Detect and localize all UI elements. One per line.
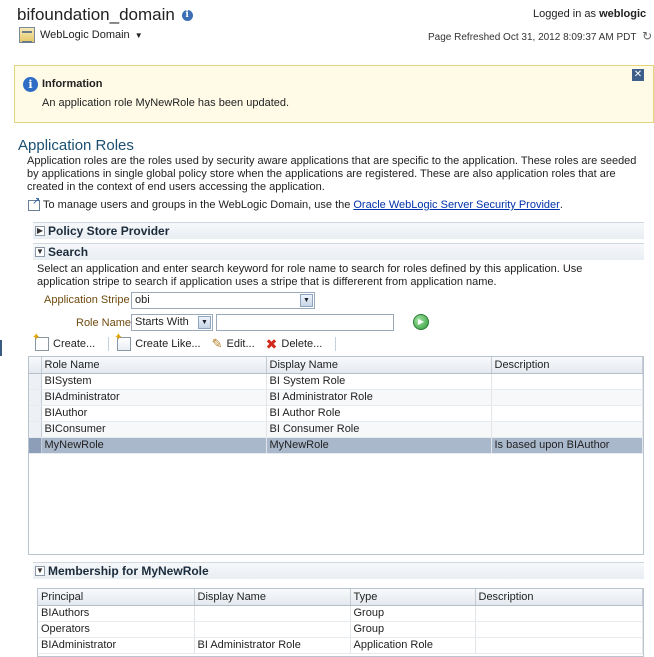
info-icon[interactable]: i	[182, 10, 193, 21]
logged-in-prefix: Logged in as	[533, 8, 596, 20]
membership-title: Membership for MyNewRole	[48, 564, 209, 578]
edit-label: Edit...	[226, 338, 255, 350]
display-name-cell: MyNewRole	[266, 437, 491, 453]
type-cell: Group	[350, 605, 475, 621]
application-roles-table	[28, 356, 644, 555]
page-title: Application Roles	[18, 137, 134, 154]
left-edge-marker	[0, 340, 2, 356]
membership-panel[interactable]	[33, 562, 644, 579]
refresh-icon[interactable]: ↻	[642, 29, 653, 43]
edit-button[interactable]	[209, 336, 263, 352]
chevron-down-icon[interactable]: ▼	[36, 566, 44, 575]
domain-title	[17, 5, 193, 25]
delete-label: Delete...	[281, 338, 323, 350]
toolbar-divider	[335, 337, 336, 351]
column-header-principal[interactable]: Principal	[38, 589, 194, 605]
description-cell	[491, 373, 643, 389]
chevron-down-icon[interactable]: ▼	[198, 316, 211, 329]
page-refreshed-text: Page Refreshed Oct 31, 2012 8:09:37 AM PDT	[428, 32, 637, 43]
description-cell	[475, 621, 643, 637]
column-header-description[interactable]: Description	[491, 357, 643, 373]
info-icon: i	[23, 77, 38, 92]
display-name-cell: BI Administrator Role	[266, 389, 491, 405]
create-icon	[35, 337, 49, 351]
display-name-cell: BI Consumer Role	[266, 421, 491, 437]
table-row[interactable]	[38, 621, 643, 637]
chevron-down-icon: ▼	[134, 30, 143, 40]
description-cell	[491, 421, 643, 437]
column-header-role-name[interactable]: Role Name	[41, 357, 266, 373]
close-icon[interactable]: ✕	[633, 69, 643, 80]
row-header[interactable]	[29, 405, 41, 421]
external-link-icon	[28, 200, 40, 211]
table-row-selected[interactable]	[29, 437, 643, 453]
role-name-label: Role Name	[76, 317, 132, 329]
principal-cell: BIAdministrator	[38, 637, 194, 653]
type-cell: Application Role	[350, 637, 475, 653]
pencil-icon: ✎	[211, 336, 223, 351]
create-like-label: Create Like...	[135, 338, 201, 350]
role-name-cell: BIConsumer	[41, 421, 266, 437]
role-name-operator-select[interactable]	[131, 314, 213, 331]
table-row[interactable]	[29, 373, 643, 389]
table-row[interactable]	[38, 637, 643, 653]
information-message-box	[14, 65, 654, 123]
description-cell	[475, 605, 643, 621]
row-header-corner	[29, 357, 41, 373]
display-name-cell	[194, 605, 350, 621]
search-panel[interactable]	[33, 243, 644, 260]
delete-button[interactable]	[263, 336, 331, 353]
manage-users-line	[28, 199, 563, 211]
table-header-row	[29, 357, 643, 373]
delete-x-icon: ✖	[265, 335, 278, 352]
role-name-search-input[interactable]	[216, 314, 394, 331]
table-row[interactable]	[29, 405, 643, 421]
go-arrow-icon[interactable]: ▶	[413, 314, 429, 330]
type-cell: Group	[350, 621, 475, 637]
weblogic-domain-icon	[19, 27, 35, 43]
policy-store-provider-panel[interactable]	[33, 222, 644, 239]
display-name-cell: BI System Role	[266, 373, 491, 389]
role-name-cell: BISystem	[41, 373, 266, 389]
principal-cell: BIAuthors	[38, 605, 194, 621]
table-row[interactable]	[29, 421, 643, 437]
row-header[interactable]	[29, 437, 41, 453]
row-header[interactable]	[29, 389, 41, 405]
display-name-cell: BI Administrator Role	[194, 637, 350, 653]
row-header[interactable]	[29, 373, 41, 389]
role-name-operator-value: Starts With	[135, 316, 189, 328]
display-name-cell: BI Author Role	[266, 405, 491, 421]
row-header[interactable]	[29, 421, 41, 437]
manage-users-suffix: .	[559, 199, 563, 211]
search-description: Select an application and enter search keyword for role name to search for roles defined by this application. Use application stripe to search if application uses a stripe that is differerent from application name.	[37, 263, 583, 288]
create-button[interactable]	[32, 337, 103, 351]
column-header-description[interactable]: Description	[475, 589, 643, 605]
description-cell	[491, 405, 643, 421]
description-cell	[475, 637, 643, 653]
principal-cell: Operators	[38, 621, 194, 637]
table-row[interactable]	[38, 605, 643, 621]
description-cell	[491, 389, 643, 405]
application-stripe-label: Application Stripe	[44, 294, 130, 306]
information-title: Information	[42, 78, 103, 90]
create-like-button[interactable]	[114, 337, 208, 351]
display-name-cell	[194, 621, 350, 637]
application-stripe-select[interactable]	[131, 292, 315, 309]
roles-toolbar	[32, 334, 341, 354]
role-name-cell: BIAdministrator	[41, 389, 266, 405]
domain-title-text: bifoundation_domain	[17, 5, 175, 24]
page-refreshed	[428, 29, 652, 43]
table-row[interactable]	[29, 389, 643, 405]
table-header-row	[38, 589, 643, 605]
column-header-display-name[interactable]: Display Name	[266, 357, 491, 373]
toolbar-divider	[108, 337, 109, 351]
description-cell: Is based upon BIAuthor	[491, 437, 643, 453]
role-name-cell: MyNewRole	[41, 437, 266, 453]
weblogic-domain-label: WebLogic Domain	[40, 29, 130, 41]
create-like-icon	[117, 337, 131, 351]
policy-store-provider-label: Policy Store Provider	[48, 224, 170, 238]
logged-in-user[interactable]: weblogic	[599, 8, 647, 20]
information-text: An application role MyNewRole has been updated.	[42, 97, 290, 109]
weblogic-domain-menu[interactable]	[19, 27, 143, 43]
application-roles-description: Application roles are the roles used by security aware applications that are specific to the application. These roles are seeded by applications in single global policy store when the applications are registered. These are also application roles that are created in the context of end users accessing the application.	[27, 155, 637, 193]
security-provider-link[interactable]: Oracle WebLogic Server Security Provider	[353, 199, 560, 211]
logged-in-status	[533, 8, 646, 20]
column-header-display-name[interactable]: Display Name	[194, 589, 350, 605]
application-stripe-value: obi	[135, 294, 150, 306]
chevron-down-icon[interactable]: ▼	[300, 294, 313, 307]
role-name-cell: BIAuthor	[41, 405, 266, 421]
create-label: Create...	[53, 338, 96, 350]
membership-table	[37, 588, 644, 657]
manage-users-text: To manage users and groups in the WebLogic Domain, use the	[43, 199, 351, 211]
chevron-down-icon[interactable]: ▼	[36, 247, 44, 256]
search-panel-label: Search	[48, 245, 89, 259]
column-header-type[interactable]: Type	[350, 589, 475, 605]
chevron-right-icon[interactable]: ▶	[36, 226, 44, 235]
